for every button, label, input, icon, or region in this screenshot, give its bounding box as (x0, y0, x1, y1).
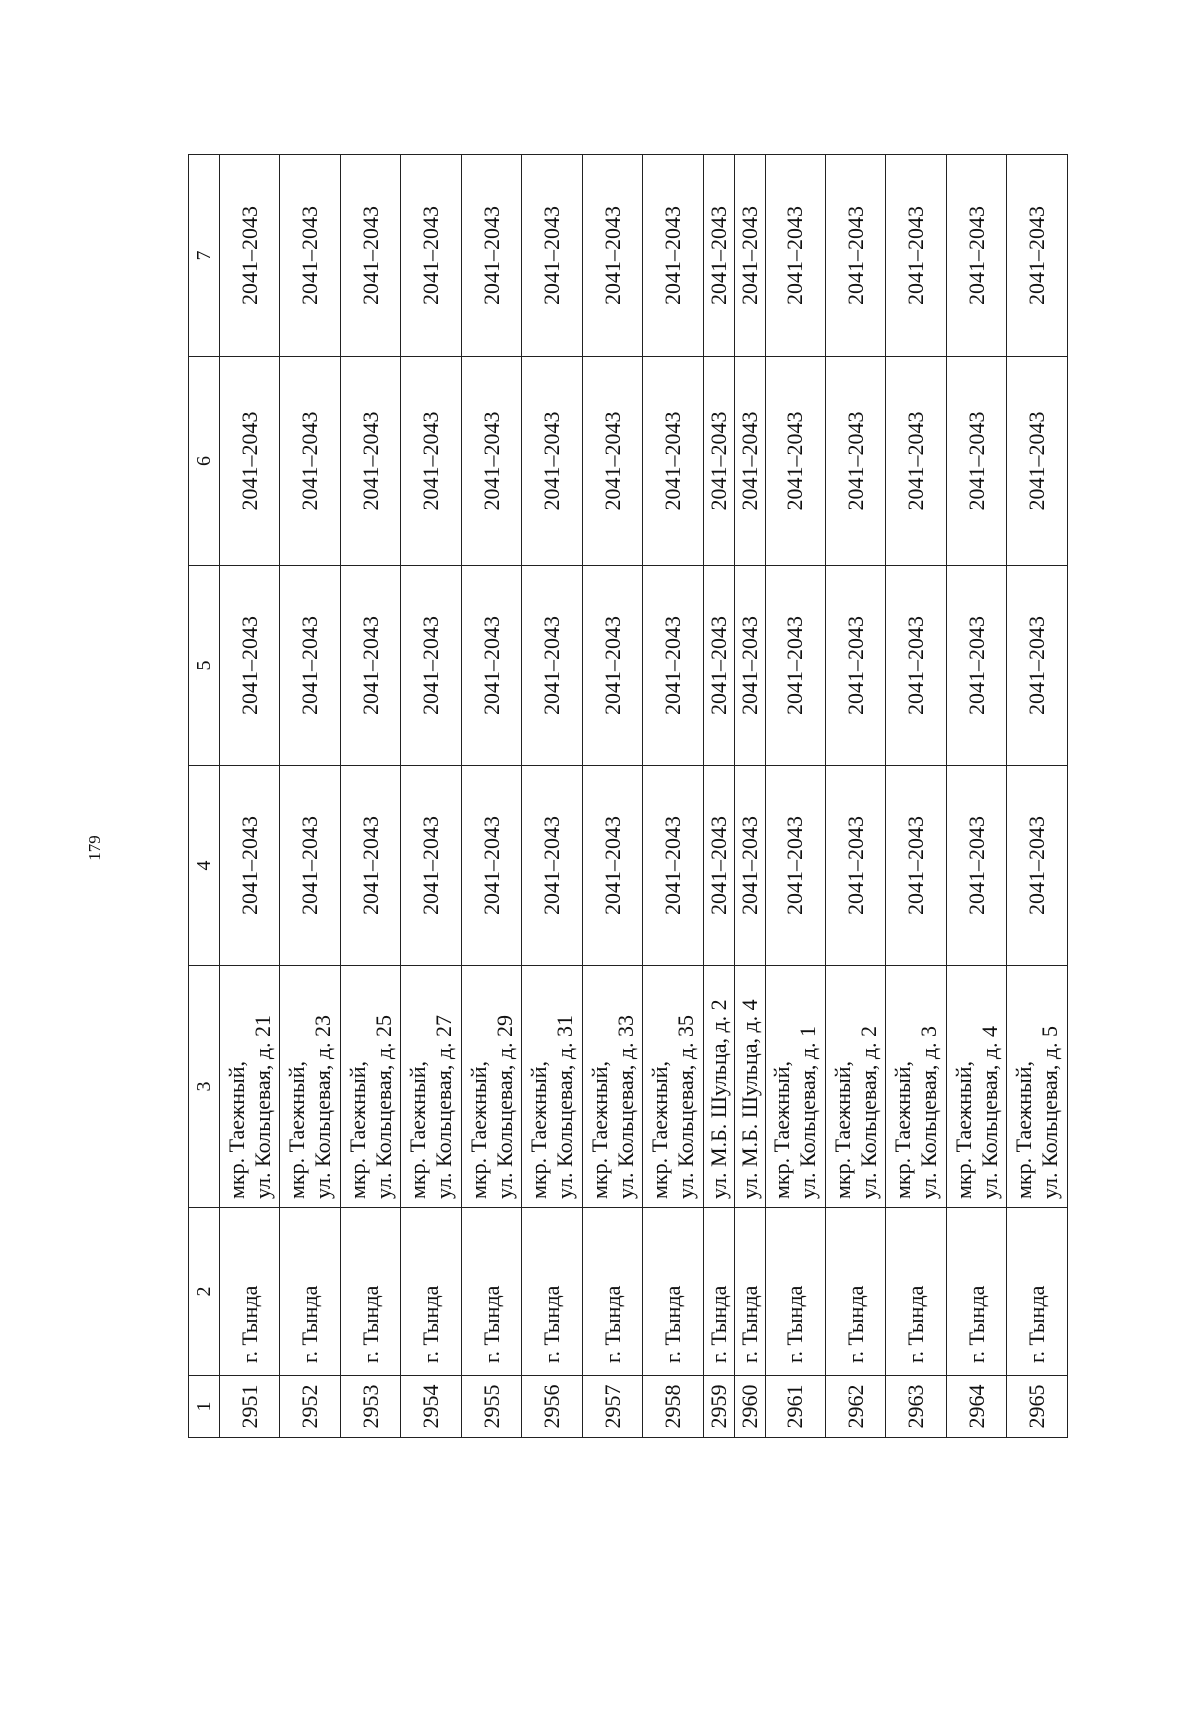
period-cell-c4: 2041–2043 (280, 766, 340, 966)
table-row (1007, 155, 1068, 1438)
address-line: ул. Кольцевая, д. 27 (431, 1014, 457, 1199)
period-cell-c4: 2041–2043 (220, 766, 280, 966)
period-cell-c7: 2041–2043 (401, 155, 461, 357)
address-line: ул. Кольцевая, д. 33 (612, 1014, 638, 1199)
period-cell-c6: 2041–2043 (582, 357, 642, 566)
address-line: мкр. Таежный, (769, 1060, 795, 1199)
period-cell-c5: 2041–2043 (946, 566, 1006, 766)
address-line: мкр. Таежный, (890, 1060, 916, 1199)
city-cell: г. Тында (461, 1208, 521, 1376)
table-row (401, 155, 461, 1438)
address-line: ул. Кольцевая, д. 5 (1037, 1025, 1063, 1199)
address-cell (340, 966, 400, 1208)
period-cell-c6: 2041–2043 (461, 357, 521, 566)
row-number-cell: 2953 (340, 1376, 400, 1438)
period-cell-c7: 2041–2043 (643, 155, 703, 357)
period-cell-c7: 2041–2043 (946, 155, 1006, 357)
period-cell-c5: 2041–2043 (734, 566, 765, 766)
row-number-cell: 2963 (886, 1376, 946, 1438)
city-cell: г. Тында (946, 1208, 1006, 1376)
city-cell: г. Тында (825, 1208, 885, 1376)
header-row (189, 155, 220, 1438)
address-line: ул. Кольцевая, д. 25 (370, 1014, 396, 1199)
period-cell-c6: 2041–2043 (1007, 357, 1068, 566)
address-cell (220, 966, 280, 1208)
page-number: 179 (85, 835, 104, 861)
row-number-cell: 2955 (461, 1376, 521, 1438)
address-line: ул. Кольцевая, д. 31 (552, 1014, 578, 1199)
period-cell-c5: 2041–2043 (765, 566, 825, 766)
period-cell-c4: 2041–2043 (734, 766, 765, 966)
period-cell-c6: 2041–2043 (522, 357, 582, 566)
period-cell-c6: 2041–2043 (220, 357, 280, 566)
address-line: мкр. Таежный, (1011, 1060, 1037, 1199)
city-cell: г. Тында (280, 1208, 340, 1376)
address-line: мкр. Таежный, (223, 1060, 249, 1199)
data-table (188, 154, 1068, 1438)
city-cell: г. Тында (522, 1208, 582, 1376)
period-cell-c7: 2041–2043 (220, 155, 280, 357)
period-cell-c6: 2041–2043 (765, 357, 825, 566)
period-cell-c4: 2041–2043 (886, 766, 946, 966)
address-cell (1007, 966, 1068, 1208)
city-cell: г. Тында (643, 1208, 703, 1376)
table-row (461, 155, 521, 1438)
address-line: ул. Кольцевая, д. 29 (491, 1014, 517, 1199)
period-cell-c7: 2041–2043 (1007, 155, 1068, 357)
table-container (188, 155, 1068, 1438)
address-cell (582, 966, 642, 1208)
period-cell-c4: 2041–2043 (461, 766, 521, 966)
period-cell-c7: 2041–2043 (280, 155, 340, 357)
address-cell (734, 966, 765, 1208)
address-line: мкр. Таежный, (829, 1060, 855, 1199)
row-number-cell: 2961 (765, 1376, 825, 1438)
period-cell-c4: 2041–2043 (401, 766, 461, 966)
address-line: ул. Кольцевая, д. 21 (249, 1014, 275, 1199)
period-cell-c7: 2041–2043 (582, 155, 642, 357)
period-cell-c5: 2041–2043 (522, 566, 582, 766)
row-number-cell: 2954 (401, 1376, 461, 1438)
column-header-3: 3 (189, 966, 220, 1208)
row-number-cell: 2964 (946, 1376, 1006, 1438)
address-cell (401, 966, 461, 1208)
period-cell-c6: 2041–2043 (734, 357, 765, 566)
column-header-7: 7 (189, 155, 220, 357)
city-cell: г. Тында (582, 1208, 642, 1376)
city-cell: г. Тында (765, 1208, 825, 1376)
city-cell: г. Тында (886, 1208, 946, 1376)
period-cell-c4: 2041–2043 (522, 766, 582, 966)
address-cell (280, 966, 340, 1208)
city-cell: г. Тында (703, 1208, 734, 1376)
period-cell-c7: 2041–2043 (886, 155, 946, 357)
address-line: ул. Кольцевая, д. 3 (916, 1025, 942, 1199)
period-cell-c5: 2041–2043 (340, 566, 400, 766)
period-cell-c4: 2041–2043 (946, 766, 1006, 966)
address-line: ул. Кольцевая, д. 35 (673, 1014, 699, 1199)
address-line: мкр. Таежный, (647, 1060, 673, 1199)
table-row (522, 155, 582, 1438)
period-cell-c4: 2041–2043 (1007, 766, 1068, 966)
period-cell-c7: 2041–2043 (825, 155, 885, 357)
period-cell-c6: 2041–2043 (825, 357, 885, 566)
row-number-cell: 2956 (522, 1376, 582, 1438)
table-row (703, 155, 734, 1438)
period-cell-c5: 2041–2043 (401, 566, 461, 766)
period-cell-c5: 2041–2043 (582, 566, 642, 766)
row-number-cell: 2962 (825, 1376, 885, 1438)
period-cell-c5: 2041–2043 (703, 566, 734, 766)
period-cell-c4: 2041–2043 (703, 766, 734, 966)
period-cell-c5: 2041–2043 (1007, 566, 1068, 766)
column-header-2: 2 (189, 1208, 220, 1376)
row-number-cell: 2952 (280, 1376, 340, 1438)
table-row (220, 155, 280, 1438)
address-line: мкр. Таежный, (526, 1060, 552, 1199)
row-number-cell: 2958 (643, 1376, 703, 1438)
period-cell-c4: 2041–2043 (582, 766, 642, 966)
period-cell-c7: 2041–2043 (522, 155, 582, 357)
period-cell-c4: 2041–2043 (643, 766, 703, 966)
row-number-cell: 2959 (703, 1376, 734, 1438)
period-cell-c5: 2041–2043 (461, 566, 521, 766)
address-cell (886, 966, 946, 1208)
table-row (734, 155, 765, 1438)
table-body (220, 155, 1068, 1438)
period-cell-c6: 2041–2043 (340, 357, 400, 566)
row-number-cell: 2965 (1007, 1376, 1068, 1438)
address-line: мкр. Таежный, (284, 1060, 310, 1199)
table-row (340, 155, 400, 1438)
table-row (825, 155, 885, 1438)
period-cell-c7: 2041–2043 (461, 155, 521, 357)
period-cell-c6: 2041–2043 (643, 357, 703, 566)
address-line: мкр. Таежный, (344, 1060, 370, 1199)
table-row (280, 155, 340, 1438)
city-cell: г. Тында (1007, 1208, 1068, 1376)
period-cell-c5: 2041–2043 (220, 566, 280, 766)
address-cell (522, 966, 582, 1208)
period-cell-c4: 2041–2043 (340, 766, 400, 966)
address-cell (703, 966, 734, 1208)
address-line: мкр. Таежный, (465, 1060, 491, 1199)
period-cell-c7: 2041–2043 (734, 155, 765, 357)
city-cell: г. Тында (734, 1208, 765, 1376)
column-header-1: 1 (189, 1376, 220, 1438)
address-line: ул. М.Б. Шульца, д. 2 (705, 999, 731, 1199)
period-cell-c6: 2041–2043 (886, 357, 946, 566)
row-number-cell: 2960 (734, 1376, 765, 1438)
address-line: мкр. Таежный, (950, 1060, 976, 1199)
column-header-5: 5 (189, 566, 220, 766)
table-row (886, 155, 946, 1438)
period-cell-c7: 2041–2043 (340, 155, 400, 357)
period-cell-c7: 2041–2043 (703, 155, 734, 357)
address-line: ул. Кольцевая, д. 2 (855, 1025, 881, 1199)
period-cell-c6: 2041–2043 (946, 357, 1006, 566)
table-row (643, 155, 703, 1438)
table-row (582, 155, 642, 1438)
period-cell-c5: 2041–2043 (886, 566, 946, 766)
period-cell-c5: 2041–2043 (280, 566, 340, 766)
table-row (765, 155, 825, 1438)
address-line: ул. М.Б. Шульца, д. 4 (736, 999, 762, 1199)
column-header-6: 6 (189, 357, 220, 566)
address-cell (825, 966, 885, 1208)
city-cell: г. Тында (340, 1208, 400, 1376)
period-cell-c7: 2041–2043 (765, 155, 825, 357)
period-cell-c6: 2041–2043 (703, 357, 734, 566)
row-number-cell: 2957 (582, 1376, 642, 1438)
address-line: мкр. Таежный, (405, 1060, 431, 1199)
address-cell (461, 966, 521, 1208)
period-cell-c4: 2041–2043 (825, 766, 885, 966)
period-cell-c5: 2041–2043 (643, 566, 703, 766)
period-cell-c6: 2041–2043 (401, 357, 461, 566)
city-cell: г. Тында (401, 1208, 461, 1376)
period-cell-c6: 2041–2043 (280, 357, 340, 566)
city-cell: г. Тында (220, 1208, 280, 1376)
address-cell (765, 966, 825, 1208)
address-line: ул. Кольцевая, д. 1 (795, 1025, 821, 1199)
period-cell-c5: 2041–2043 (825, 566, 885, 766)
period-cell-c4: 2041–2043 (765, 766, 825, 966)
address-line: ул. Кольцевая, д. 23 (310, 1014, 336, 1199)
address-cell (643, 966, 703, 1208)
row-number-cell: 2951 (220, 1376, 280, 1438)
address-cell (946, 966, 1006, 1208)
address-line: мкр. Таежный, (586, 1060, 612, 1199)
table-row (946, 155, 1006, 1438)
column-header-4: 4 (189, 766, 220, 966)
address-line: ул. Кольцевая, д. 4 (976, 1025, 1002, 1199)
